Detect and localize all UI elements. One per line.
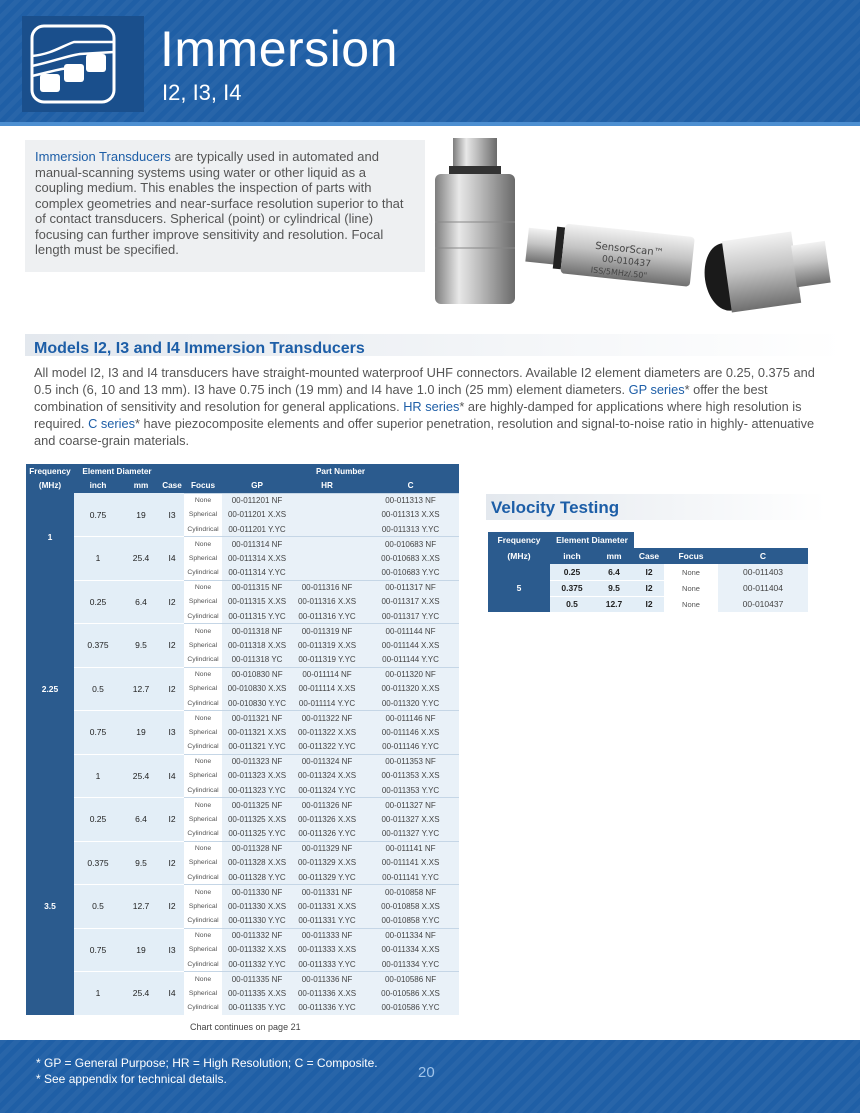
part-number-gp-cell: 00-011314 NF — [222, 537, 292, 552]
focus-cell: Cylindrical — [184, 870, 222, 885]
focus-cell: None — [184, 885, 222, 900]
part-number-hr-cell — [292, 493, 362, 508]
part-number-gp-cell: 00-011315 X.XS — [222, 595, 292, 610]
part-number-hr-cell: 00-011331 X.XS — [292, 899, 362, 914]
part-number-hr-cell: 00-011331 Y.YC — [292, 914, 362, 929]
part-number-c-cell: 00-011144 Y.YC — [362, 653, 459, 668]
table-row — [26, 667, 459, 682]
part-number-gp-cell: 00-011325 X.XS — [222, 812, 292, 827]
part-number-hr-cell: 00-011326 Y.YC — [292, 827, 362, 842]
focus-cell: None — [184, 928, 222, 943]
vel-th-mm: mm — [594, 548, 634, 564]
focus-cell: Spherical — [184, 638, 222, 653]
velocity-inch-cell: 0.375 — [550, 580, 594, 596]
part-number-c-cell: 00-011313 Y.YC — [362, 522, 459, 537]
table-row — [26, 754, 459, 769]
part-number-c-cell: 00-010858 X.XS — [362, 899, 459, 914]
th-blank — [184, 464, 222, 479]
focus-cell: Spherical — [184, 725, 222, 740]
header-stripe — [0, 122, 860, 126]
part-number-hr-cell: 00-011333 Y.YC — [292, 957, 362, 972]
part-number-hr-cell: 00-011336 Y.YC — [292, 1001, 362, 1016]
part-number-hr-cell: 00-011333 NF — [292, 928, 362, 943]
inch-cell: 0.75 — [74, 711, 122, 755]
part-number-gp-cell: 00-011321 Y.YC — [222, 740, 292, 755]
case-cell: I2 — [160, 885, 184, 929]
part-number-c-cell: 00-011146 NF — [362, 711, 459, 726]
part-number-gp-cell: 00-011335 Y.YC — [222, 1001, 292, 1016]
vel-th-blank — [634, 532, 808, 548]
frequency-cell: 3.5 — [26, 798, 74, 1016]
part-number-hr-cell: 00-011319 NF — [292, 624, 362, 639]
part-number-gp-cell: 00-011321 X.XS — [222, 725, 292, 740]
part-number-gp-cell: 00-011332 Y.YC — [222, 957, 292, 972]
focus-cell: None — [184, 754, 222, 769]
part-number-hr-cell — [292, 508, 362, 523]
photo-label-part: 00-010437 — [601, 254, 652, 270]
models-text-2: * offer the best combination of sensitivity and resolution for general applications. — [34, 382, 768, 414]
focus-cell: Spherical — [184, 682, 222, 697]
part-number-hr-cell: 00-011316 NF — [292, 580, 362, 595]
part-number-hr-cell: 00-011316 X.XS — [292, 595, 362, 610]
photo-label-brand: SensorScan™ — [594, 240, 665, 259]
focus-cell: Cylindrical — [184, 914, 222, 929]
part-number-c-cell: 00-011334 Y.YC — [362, 957, 459, 972]
part-number-hr-cell: 00-011326 X.XS — [292, 812, 362, 827]
focus-cell: None — [184, 624, 222, 639]
hr-series-label: HR series — [403, 399, 460, 414]
part-number-hr-cell: 00-011322 X.XS — [292, 725, 362, 740]
table-row — [26, 798, 459, 813]
part-number-c-cell: 00-011317 Y.YC — [362, 609, 459, 624]
velocity-inch-cell: 0.25 — [550, 564, 594, 580]
table-row — [26, 580, 459, 595]
part-number-gp-cell: 00-011315 Y.YC — [222, 609, 292, 624]
velocity-inch-cell: 0.5 — [550, 596, 594, 612]
th-focus: Focus — [184, 479, 222, 494]
case-cell: I2 — [160, 580, 184, 624]
th-case: Case — [160, 479, 184, 494]
case-cell: I2 — [160, 798, 184, 842]
mm-cell: 19 — [122, 493, 160, 537]
photo-label-spec: ISS/5MHz/.50" — [590, 265, 648, 281]
models-text-3: * are highly-damped for applications where high resolution is required. — [34, 399, 802, 431]
table-row — [26, 493, 459, 508]
velocity-frequency-cell: 5 — [488, 564, 550, 612]
part-number-c-cell: 00-011144 NF — [362, 624, 459, 639]
immersion-icon — [22, 16, 144, 112]
page-subtitle: I2, I3, I4 — [162, 80, 242, 105]
inch-cell: 0.5 — [74, 885, 122, 929]
part-number-hr-cell: 00-011333 X.XS — [292, 943, 362, 958]
mm-cell: 9.5 — [122, 841, 160, 885]
focus-cell: Cylindrical — [184, 827, 222, 842]
inch-cell: 0.375 — [74, 624, 122, 668]
part-number-c-cell: 00-011320 Y.YC — [362, 696, 459, 711]
focus-cell: None — [184, 580, 222, 595]
transducer-photo — [405, 130, 845, 330]
th-mhz: (MHz) — [26, 479, 74, 494]
th-part-number: Part Number — [222, 464, 459, 479]
part-number-gp-cell: 00-011315 NF — [222, 580, 292, 595]
vel-th-case: Case — [634, 548, 664, 564]
focus-cell: None — [184, 972, 222, 987]
inch-cell: 1 — [74, 972, 122, 1016]
part-number-gp-cell: 00-011318 YC — [222, 653, 292, 668]
part-number-hr-cell: 00-011322 NF — [292, 711, 362, 726]
inch-cell: 0.375 — [74, 841, 122, 885]
part-number-c-cell: 00-011317 NF — [362, 580, 459, 595]
th-c: C — [362, 479, 459, 494]
part-number-gp-cell: 00-011330 Y.YC — [222, 914, 292, 929]
part-number-c-cell: 00-011313 NF — [362, 493, 459, 508]
th-hr: HR — [292, 479, 362, 494]
inch-cell: 0.75 — [74, 928, 122, 972]
focus-cell: Cylindrical — [184, 696, 222, 711]
th-mm: mm — [122, 479, 160, 494]
part-number-gp-cell: 00-011332 NF — [222, 928, 292, 943]
vel-th-frequency: Frequency — [488, 532, 550, 548]
part-number-c-cell: 00-011317 X.XS — [362, 595, 459, 610]
focus-cell: Spherical — [184, 508, 222, 523]
part-number-c-cell: 00-011141 X.XS — [362, 856, 459, 871]
part-number-c-cell: 00-010586 NF — [362, 972, 459, 987]
part-number-gp-cell: 00-011321 NF — [222, 711, 292, 726]
mm-cell: 25.4 — [122, 972, 160, 1016]
case-cell: I3 — [160, 711, 184, 755]
case-cell: I3 — [160, 928, 184, 972]
part-number-hr-cell: 00-011322 Y.YC — [292, 740, 362, 755]
part-number-gp-cell: 00-011201 X.XS — [222, 508, 292, 523]
velocity-part-number-cell: 00-011403 — [718, 564, 808, 580]
part-number-c-cell: 00-010683 NF — [362, 537, 459, 552]
part-number-hr-cell: 00-011114 Y.YC — [292, 696, 362, 711]
part-number-gp-cell: 00-010830 NF — [222, 667, 292, 682]
part-number-gp-cell: 00-011318 NF — [222, 624, 292, 639]
inch-cell: 0.25 — [74, 580, 122, 624]
velocity-focus-cell: None — [682, 583, 700, 593]
part-number-hr-cell: 00-011324 X.XS — [292, 769, 362, 784]
part-number-c-cell: 00-011146 X.XS — [362, 725, 459, 740]
part-number-c-cell: 00-010858 NF — [362, 885, 459, 900]
models-title: Models I2, I3 and I4 Immersion Transducers — [34, 340, 365, 357]
focus-cell: Spherical — [184, 943, 222, 958]
part-number-hr-cell: 00-011326 NF — [292, 798, 362, 813]
case-cell: I2 — [160, 667, 184, 711]
inch-cell: 0.5 — [74, 667, 122, 711]
mm-cell: 19 — [122, 928, 160, 972]
case-cell: I2 — [160, 841, 184, 885]
focus-cell: None — [184, 667, 222, 682]
focus-cell: None — [184, 537, 222, 552]
velocity-mm-cell: 9.5 — [594, 580, 634, 596]
part-number-c-cell: 00-010586 Y.YC — [362, 1001, 459, 1016]
part-number-c-cell: 00-011313 X.XS — [362, 508, 459, 523]
velocity-case-cell: I2 — [634, 596, 664, 612]
case-cell: I3 — [160, 493, 184, 537]
vel-th-focus: Focus — [664, 548, 718, 564]
focus-cell: Cylindrical — [184, 522, 222, 537]
part-number-gp-cell: 00-011330 X.XS — [222, 899, 292, 914]
inch-cell: 1 — [74, 537, 122, 581]
part-number-hr-cell: 00-011329 Y.YC — [292, 870, 362, 885]
part-number-gp-cell: 00-011323 NF — [222, 754, 292, 769]
part-number-gp-cell: 00-011314 X.XS — [222, 551, 292, 566]
part-number-c-cell: 00-011146 Y.YC — [362, 740, 459, 755]
velocity-part-number-cell: 00-010437 — [718, 596, 808, 612]
mm-cell: 6.4 — [122, 798, 160, 842]
velocity-case-cell: I2 — [634, 580, 664, 596]
focus-cell: Spherical — [184, 595, 222, 610]
velocity-focus-cell: None — [682, 567, 700, 577]
part-number-hr-cell: 00-011319 X.XS — [292, 638, 362, 653]
inch-cell: 0.25 — [74, 798, 122, 842]
vel-th-mhz: (MHz) — [488, 548, 550, 564]
th-element-diameter: Element Diameter — [74, 464, 160, 479]
case-cell: I2 — [160, 624, 184, 668]
focus-cell: Cylindrical — [184, 653, 222, 668]
inch-cell: 0.75 — [74, 493, 122, 537]
mm-cell: 25.4 — [122, 537, 160, 581]
focus-cell: Spherical — [184, 856, 222, 871]
page-title: Immersion — [160, 21, 398, 77]
focus-cell: Cylindrical — [184, 609, 222, 624]
th-inch: inch — [74, 479, 122, 494]
part-number-hr-cell — [292, 537, 362, 552]
mm-cell: 12.7 — [122, 667, 160, 711]
c-series-label: C series — [88, 416, 135, 431]
intro-highlight: Immersion Transducers — [35, 149, 171, 164]
th-gp: GP — [222, 479, 292, 494]
part-number-c-cell: 00-011334 NF — [362, 928, 459, 943]
part-number-hr-cell: 00-011319 Y.YC — [292, 653, 362, 668]
part-number-hr-cell: 00-011336 NF — [292, 972, 362, 987]
vel-th-inch: inch — [550, 548, 594, 564]
part-number-c-cell: 00-011353 Y.YC — [362, 783, 459, 798]
velocity-row — [488, 564, 808, 580]
part-number-c-cell: 00-011144 X.XS — [362, 638, 459, 653]
part-number-gp-cell: 00-011328 Y.YC — [222, 870, 292, 885]
focus-cell: Cylindrical — [184, 740, 222, 755]
part-number-gp-cell: 00-011325 Y.YC — [222, 827, 292, 842]
vel-th-element-diameter: Element Diameter — [550, 532, 634, 548]
frequency-cell: 2.25 — [26, 580, 74, 798]
part-number-c-cell: 00-011353 NF — [362, 754, 459, 769]
part-number-gp-cell: 00-011332 X.XS — [222, 943, 292, 958]
inch-cell: 1 — [74, 754, 122, 798]
part-number-hr-cell — [292, 566, 362, 581]
mm-cell: 9.5 — [122, 624, 160, 668]
part-number-hr-cell: 00-011324 Y.YC — [292, 783, 362, 798]
part-number-gp-cell: 00-011314 Y.YC — [222, 566, 292, 581]
velocity-part-number-cell: 00-011404 — [718, 580, 808, 596]
part-number-gp-cell: 00-011335 X.XS — [222, 986, 292, 1001]
focus-cell: Spherical — [184, 769, 222, 784]
focus-cell: Spherical — [184, 986, 222, 1001]
models-text-1: All model I2, I3 and I4 transducers have straight-mounted waterproof UHF connectors. Available I2 element diameters are 0.25, 0.375 and 0.5 inch (6, 10 and 13 mm). I3 have 0.75 inch (19 mm) and I4 have 1.0 inch (25 mm) element diameters. — [34, 365, 815, 397]
part-number-c-cell: 00-011141 NF — [362, 841, 459, 856]
part-number-gp-cell: 00-011325 NF — [222, 798, 292, 813]
table-row — [26, 972, 459, 987]
focus-cell: None — [184, 493, 222, 508]
part-number-hr-cell: 00-011114 NF — [292, 667, 362, 682]
part-number-gp-cell: 00-011323 X.XS — [222, 769, 292, 784]
part-number-hr-cell — [292, 551, 362, 566]
part-number-c-cell: 00-011320 NF — [362, 667, 459, 682]
case-cell: I4 — [160, 754, 184, 798]
velocity-table — [488, 532, 808, 613]
table-row — [26, 537, 459, 552]
mm-cell: 12.7 — [122, 885, 160, 929]
focus-cell: None — [184, 798, 222, 813]
table-row — [26, 928, 459, 943]
part-number-gp-cell: 00-010830 Y.YC — [222, 696, 292, 711]
focus-cell: Spherical — [184, 899, 222, 914]
table-row — [26, 841, 459, 856]
table-row — [26, 624, 459, 639]
part-number-gp-cell: 00-011330 NF — [222, 885, 292, 900]
footnote-appendix: * See appendix for technical details. — [36, 1072, 227, 1086]
focus-cell: None — [184, 841, 222, 856]
th-frequency: Frequency — [26, 464, 74, 479]
case-cell: I4 — [160, 537, 184, 581]
immersion-logo — [22, 16, 144, 112]
intro-box — [25, 140, 425, 272]
part-number-c-cell: 00-011320 X.XS — [362, 682, 459, 697]
chart-continues-note: Chart continues on page 21 — [190, 1022, 301, 1032]
part-number-hr-cell: 00-011114 X.XS — [292, 682, 362, 697]
part-number-hr-cell: 00-011316 Y.YC — [292, 609, 362, 624]
gp-series-label: GP series — [628, 382, 685, 397]
table-row — [26, 885, 459, 900]
part-number-gp-cell: 00-011323 Y.YC — [222, 783, 292, 798]
mm-cell: 25.4 — [122, 754, 160, 798]
part-number-gp-cell: 00-011328 NF — [222, 841, 292, 856]
part-number-c-cell: 00-011327 Y.YC — [362, 827, 459, 842]
part-number-c-cell: 00-011327 NF — [362, 798, 459, 813]
intro-text: are typically used in automated and manual-scanning systems using water or other liquid as a coupling medium. This enables the inspection of parts with complex geometries and near-surface resolution superior to that of contact transducers. Spherical (point) or cylindrical (line) focusing can further improve sensitivity and resolution. Focal length must be specified. — [35, 149, 404, 257]
mm-cell: 19 — [122, 711, 160, 755]
part-number-c-cell: 00-010683 Y.YC — [362, 566, 459, 581]
focus-cell: None — [184, 711, 222, 726]
velocity-case-cell: I2 — [634, 564, 664, 580]
page-number: 20 — [418, 1064, 435, 1081]
case-cell: I4 — [160, 972, 184, 1016]
part-number-gp-cell: 00-010830 X.XS — [222, 682, 292, 697]
focus-cell: Spherical — [184, 812, 222, 827]
frequency-cell: 1 — [26, 493, 74, 580]
table-row — [26, 711, 459, 726]
part-number-gp-cell: 00-011328 X.XS — [222, 856, 292, 871]
part-number-hr-cell: 00-011331 NF — [292, 885, 362, 900]
part-number-gp-cell: 00-011201 Y.YC — [222, 522, 292, 537]
part-number-table — [26, 464, 459, 1016]
focus-cell: Cylindrical — [184, 783, 222, 798]
part-number-c-cell: 00-011327 X.XS — [362, 812, 459, 827]
part-number-c-cell: 00-010683 X.XS — [362, 551, 459, 566]
part-number-hr-cell: 00-011329 X.XS — [292, 856, 362, 871]
footnote-series: * GP = General Purpose; HR = High Resolution; C = Composite. — [36, 1056, 378, 1070]
velocity-mm-cell: 12.7 — [594, 596, 634, 612]
models-text-4: * have piezocomposite elements and offer superior penetration, resolution and signal-to-noise ratio in highly- attenuative and coarse-grain materials. — [34, 416, 815, 448]
focus-cell: Cylindrical — [184, 1001, 222, 1016]
part-number-c-cell: 00-011353 X.XS — [362, 769, 459, 784]
part-number-c-cell: 00-010858 Y.YC — [362, 914, 459, 929]
part-number-hr-cell — [292, 522, 362, 537]
part-number-c-cell: 00-010586 X.XS — [362, 986, 459, 1001]
part-number-gp-cell: 00-011335 NF — [222, 972, 292, 987]
part-number-hr-cell: 00-011336 X.XS — [292, 986, 362, 1001]
th-blank — [160, 464, 184, 479]
part-number-gp-cell: 00-011318 X.XS — [222, 638, 292, 653]
mm-cell: 6.4 — [122, 580, 160, 624]
velocity-title: Velocity Testing — [491, 498, 620, 517]
focus-cell: Spherical — [184, 551, 222, 566]
velocity-focus-cell: None — [682, 599, 700, 609]
part-number-c-cell: 00-011141 Y.YC — [362, 870, 459, 885]
models-description — [34, 364, 824, 449]
focus-cell: Cylindrical — [184, 566, 222, 581]
part-number-hr-cell: 00-011324 NF — [292, 754, 362, 769]
part-number-c-cell: 00-011334 X.XS — [362, 943, 459, 958]
part-number-hr-cell: 00-011329 NF — [292, 841, 362, 856]
velocity-mm-cell: 6.4 — [594, 564, 634, 580]
part-number-gp-cell: 00-011201 NF — [222, 493, 292, 508]
vel-th-c: C — [718, 548, 808, 564]
focus-cell: Cylindrical — [184, 957, 222, 972]
